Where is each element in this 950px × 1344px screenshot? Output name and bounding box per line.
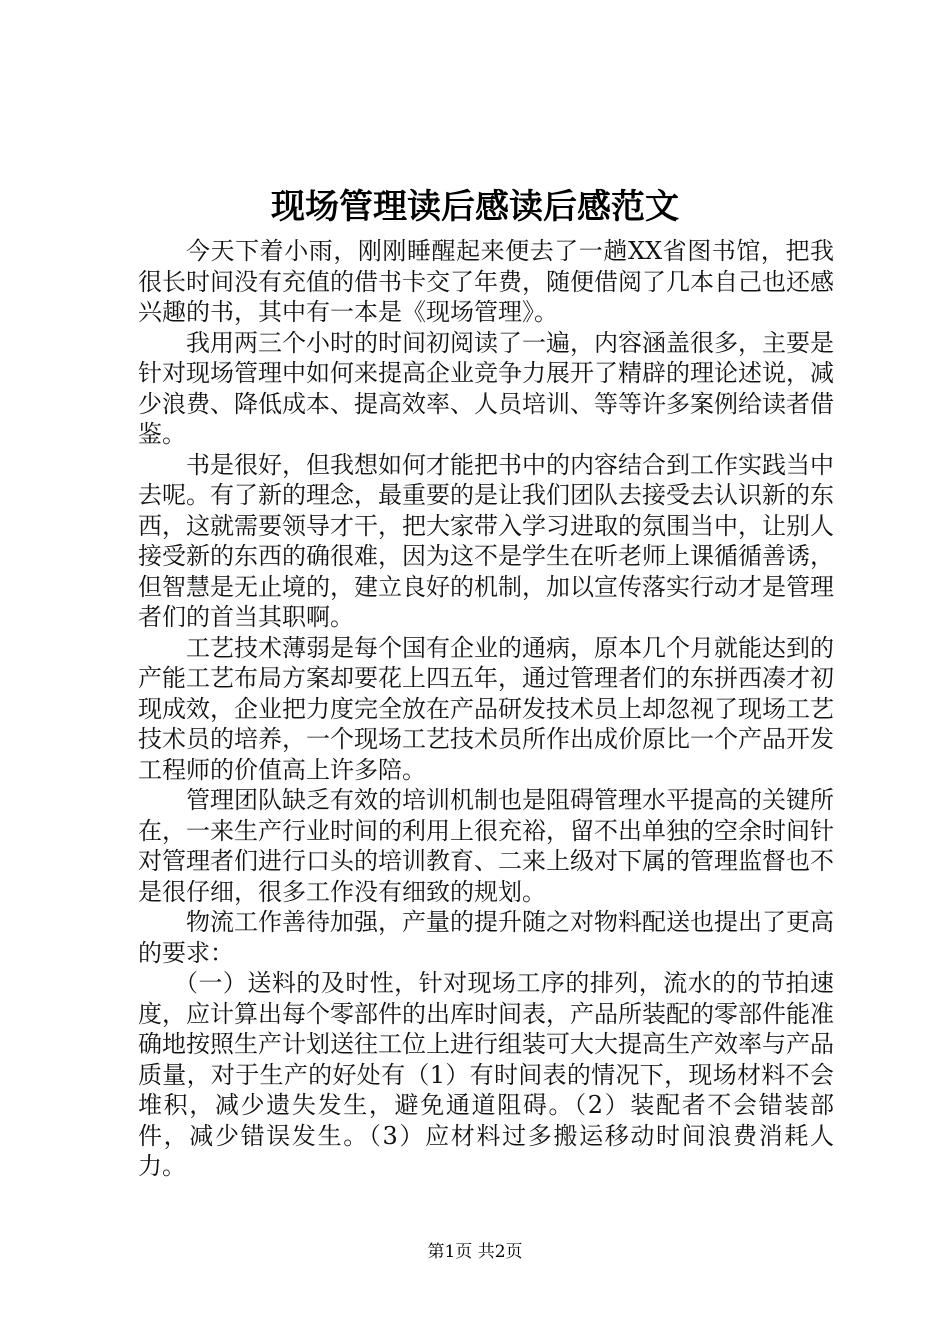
document-title: 现场管理读后感读后感范文 bbox=[271, 187, 679, 227]
document-body bbox=[138, 236, 834, 1182]
paragraph: 书是很好，但我想如何才能把书中的内容结合到工作实践当中去呢。有了新的理念，最重要的是让我们团队去接受去认识新的东西，这就需要领导才干，把大家带入学习进取的氛围当中，让别人接受新的东西的确很难，因为这不是学生在听老师上课循循善诱，但智慧是无止境的，建立良好的机制，加以宣传落实行动才是管理者们的首当其职啊。 bbox=[138, 450, 834, 631]
paragraph: 管理团队缺乏有效的培训机制也是阻碍管理水平提高的关键所在，一来生产行业时间的利用上很充裕，留不出单独的空余时间针对管理者们进行口头的培训教育、二来上级对下属的管理监督也不是很仔细，很多工作没有细致的规划。 bbox=[138, 786, 834, 906]
page-number-footer: 第1页 共2页 bbox=[427, 1242, 523, 1262]
paragraph: 工艺技术薄弱是每个国有企业的通病，原本几个月就能达到的产能工艺布局方案却要花上四五年，通过管理者们的东拼西凑才初现成效，企业把力度完全放在产品研发技术员上却忽视了现场工艺技术员的培养，一个现场工艺技术员所作出成价原比一个产品开发工程师的价值高上许多陪。 bbox=[138, 633, 834, 784]
paragraph: 今天下着小雨，刚刚睡醒起来便去了一趟XX省图书馆，把我很长时间没有充值的借书卡交了年费，随便借阅了几本自己也还感兴趣的书，其中有一本是《现场管理》。 bbox=[138, 237, 834, 326]
paragraph: 物流工作善待加强，产量的提升随之对物料配送也提出了更高的要求： bbox=[138, 908, 834, 967]
paragraph: 我用两三个小时的时间初阅读了一遍，内容涵盖很多，主要是针对现场管理中如何来提高企业竞争力展开了精辟的理论述说，减少浪费、降低成本、提高效率、人员培训、等等许多案例给读者借鉴。 bbox=[138, 328, 834, 448]
paragraph: （一）送料的及时性，针对现场工序的排列，流水的的节拍速度，应计算出每个零部件的出库时间表，产品所装配的零部件能准确地按照生产计划送往工位上进行组装可大大提高生产效率与产品质量，对于生产的好处有（1）有时间表的情况下，现场材料不会堆积，减少遗失发生，避免通道阻碍。（2）装配者不会错装部件，减少错误发生。（3）应材料过多搬运移动时间浪费消耗人力。 bbox=[138, 969, 834, 1180]
